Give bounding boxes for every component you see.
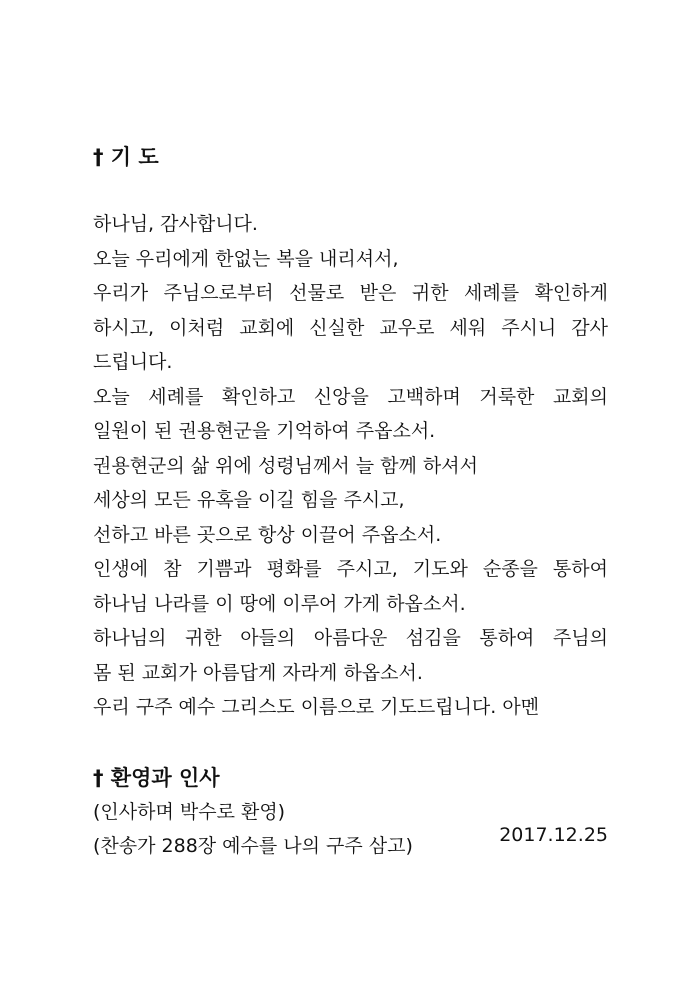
prayer-line: 몸 된 교회가 아름답게 자라게 하옵소서. xyxy=(93,661,423,684)
prayer-line: 선하고 바른 곳으로 항상 이끌어 주옵소서. xyxy=(93,523,442,546)
prayer-line: 하나님, 감사합니다. xyxy=(93,213,258,235)
prayer-line: 세상의 모든 유혹을 이길 힘을 주시고, xyxy=(93,489,405,511)
welcome-title: † 환영과 인사 xyxy=(93,765,220,790)
welcome-line: (인사하며 박수로 환영) xyxy=(93,800,286,823)
prayer-section xyxy=(93,140,608,725)
welcome-line: (찬송가 288장 예수를 나의 구주 삼고) xyxy=(93,835,413,857)
prayer-title: † 기 도 xyxy=(93,145,159,169)
prayer-line: 오늘 우리에게 한없는 복을 내리셔서, xyxy=(93,247,399,270)
prayer-line: 하시고, 이처럼 교회에 신실한 교우로 세워 주시니 감사 xyxy=(93,316,608,339)
document-date: 2017.12.25 xyxy=(499,824,608,846)
prayer-line: 드립니다. xyxy=(93,351,173,373)
prayer-line: 인생에 참 기쁨과 평화를 주시고, 기도와 순종을 통하여 xyxy=(93,558,608,580)
prayer-line: 권용현군의 삶 위에 성령님께서 늘 함께 하셔서 xyxy=(93,454,478,477)
prayer-line: 우리가 주님으로부터 선물로 받은 귀한 세례를 확인하게 xyxy=(93,282,608,304)
prayer-line: 하나님의 귀한 아들의 아름다운 섬김을 통하여 주님의 xyxy=(93,627,608,649)
prayer-line: 우리 구주 예수 그리스도 이름으로 기도드립니다. 아멘 xyxy=(93,696,540,718)
document-content xyxy=(93,140,608,864)
prayer-body xyxy=(93,207,608,725)
prayer-line: 하나님 나라를 이 땅에 이루어 가게 하옵소서. xyxy=(93,592,466,615)
prayer-line: 오늘 세례를 확인하고 신앙을 고백하며 거룩한 교회의 xyxy=(93,385,608,408)
prayer-line: 일원이 된 권용현군을 기억하여 주옵소서. xyxy=(93,420,436,442)
